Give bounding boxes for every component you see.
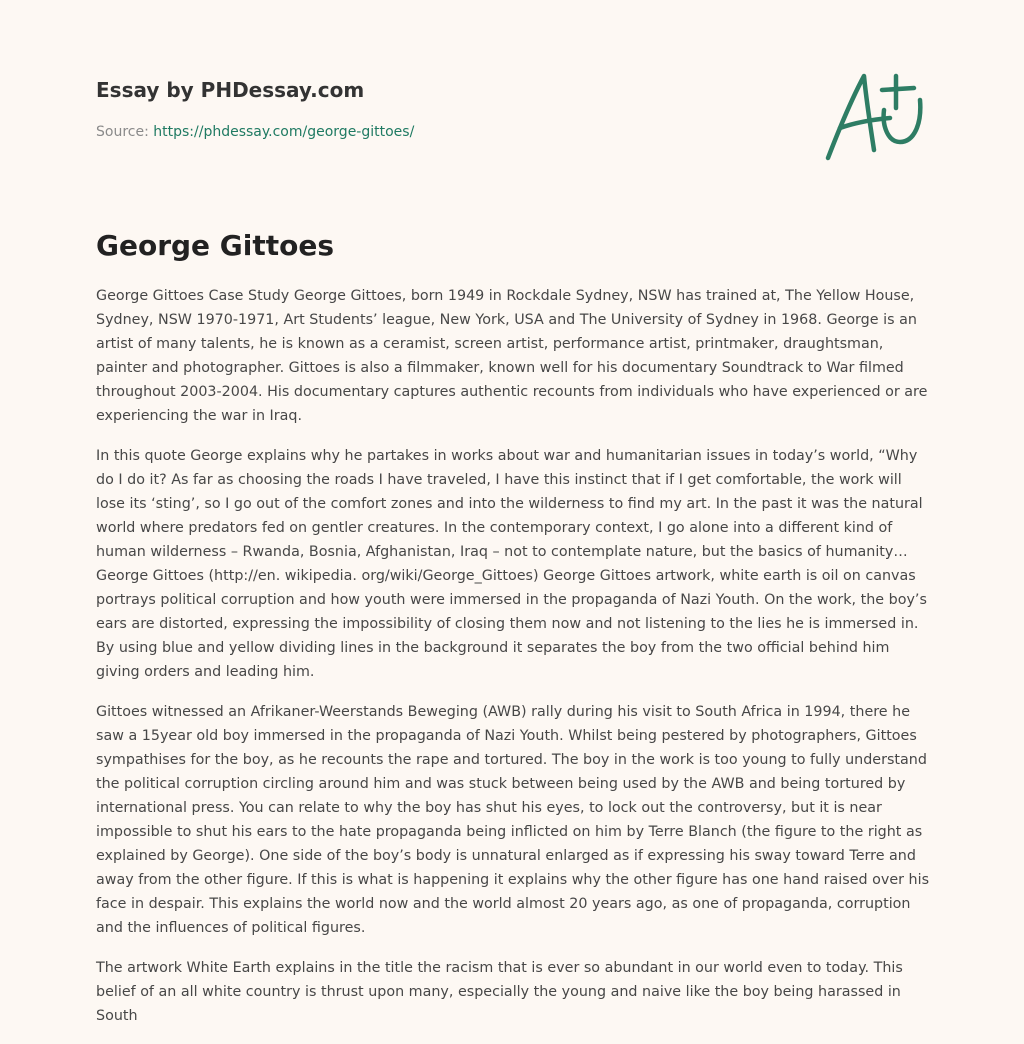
article-paragraph: The artwork White Earth explains in the title the racism that is ever so abundant in our world even to today. This belief of an all white country is thrust upon many, especially the young and naive like the boy being harassed in South <box>96 960 903 1024</box>
article-title: George Gittoes <box>96 229 335 262</box>
article-paragraph: In this quote George explains why he partakes in works about war and humanitarian issues in today’s world, “Why do I do it? As far as choosing the roads I have traveled, I have this instinct that if I get comfortable, the work will lose its ‘sting’, so I go out of the comfort zones and into the wilderness to find my art. In the past it was the natural world where predators fed on gentler creatures. In the contemporary context, I go alone into a different kind of human wilderness – Rwanda, Bosnia, Afghanistan, Iraq – not to contemplate nature, but the basics of humanity… George Gittoes (http://en. wikipedia. org/wiki/George_Gittoes) George Gittoes artwork, white earth is oil on canvas portrays political corruption and how youth were immersed in the propaganda of Nazi Youth. On the work, the boy’s ears are distorted, expressing the impossibility of closing them now and not listening to the lies he is immersed in. By using blue and yellow dividing lines in the background it separates the boy from the two official behind him giving orders and leading him. <box>96 448 927 680</box>
source-line <box>96 122 414 142</box>
source-link[interactable]: https://phdessay.com/george-gittoes/ <box>153 124 415 140</box>
article-body <box>96 284 932 1044</box>
article-paragraph: George Gittoes Case Study George Gittoes, born 1949 in Rockdale Sydney, NSW has trained at, The Yellow House, Sydney, NSW 1970-1971, Art Students’ league, New York, USA and The University of Sydney in 1968. George is an artist of many talents, he is known as a ceramist, screen artist, performance artist, printmaker, draughtsman, painter and photographer. Gittoes is also a filmmaker, known well for his documentary Soundtrack to War filmed throughout 2003-2004. His documentary captures authentic recounts from individuals who have experienced or are experiencing the war in Iraq. <box>96 288 928 424</box>
article-paragraph: Gittoes witnessed an Afrikaner-Weerstands Beweging (AWB) rally during his visit to South Africa in 1994, there he saw a 15year old boy immersed in the propaganda of Nazi Youth. Whilst being pestered by photographers, Gittoes sympathises for the boy, as he recounts the rape and tortured. The boy in the work is too young to fully understand the political corruption circling around him and was stuck between being used by the AWB and being tortured by international press. You can relate to why the boy has shut his eyes, to lock out the controversy, but it is near impossible to shut his ears to the hate propaganda being inflicted on him by Terre Blanch (the figure to the right as explained by George). One side of the boy’s body is unnatural enlarged as if expressing his sway toward Terre and away from the other figure. If this is what is happening it explains why the other figure has one hand raised over his face in despair. This explains the world now and the world almost 20 years ago, as one of propaganda, corruption and the influences of political figures. <box>96 704 930 936</box>
a-plus-logo-icon <box>820 66 930 166</box>
source-label: Source: <box>96 124 149 140</box>
brand-title: Essay by PHDessay.com <box>96 78 365 102</box>
page-header <box>96 76 414 142</box>
